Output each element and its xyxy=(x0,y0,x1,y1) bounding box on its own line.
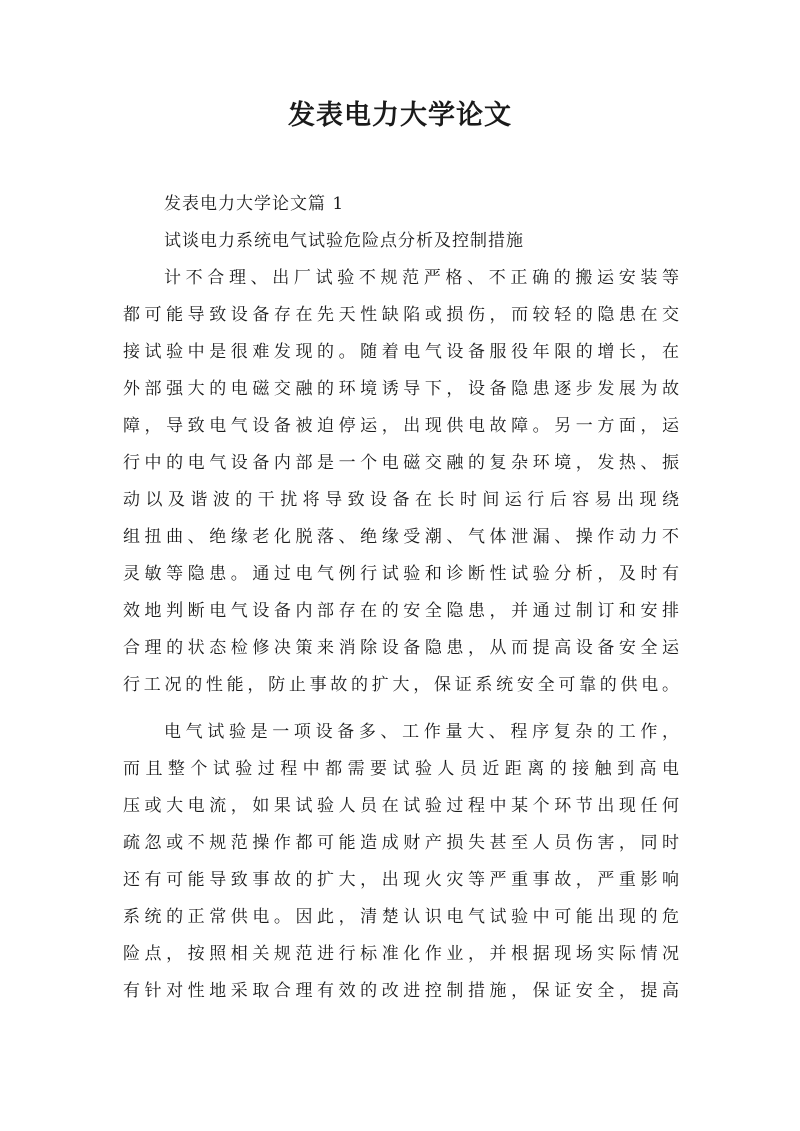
paragraph-line: 压或大电流，如果试验人员在试验过程中某个环节出现任何 xyxy=(123,796,679,816)
paragraph-line: 行中的电气设备内部是一个电磁交融的复杂环境，发热、振 xyxy=(123,453,679,473)
paragraph-line: 效地判断电气设备内部存在的安全隐患，并通过制订和安排 xyxy=(123,601,679,621)
paragraph-line: 而且整个试验过程中都需要试验人员近距离的接触到高电 xyxy=(123,759,679,779)
paragraph-line: 动以及谐波的干扰将导致设备在长时间运行后容易出现绕 xyxy=(123,490,679,510)
paragraph-line: 疏忽或不规范操作都可能造成财产损失甚至人员伤害，同时 xyxy=(123,833,679,853)
paragraph-line: 外部强大的电磁交融的环境诱导下，设备隐患逐步发展为故 xyxy=(123,379,679,399)
paragraph-line: 系统的正常供电。因此，清楚认识电气试验中可能出现的危 xyxy=(123,907,679,927)
paragraph-line: 灵敏等隐患。通过电气例行试验和诊断性试验分析，及时有 xyxy=(123,564,679,584)
paragraph-line: 接试验中是很难发现的。随着电气设备服役年限的增长，在 xyxy=(123,342,679,362)
section-heading: 发表电力大学论文篇 1 xyxy=(164,194,345,214)
paragraph-line: 计不合理、出厂试验不规范严格、不正确的搬运安装等 xyxy=(164,268,679,288)
paragraph-line: 行工况的性能，防止事故的扩大，保证系统安全可靠的供电。 xyxy=(123,675,679,695)
paragraph-line: 电气试验是一项设备多、工作量大、程序复杂的工作， xyxy=(164,722,679,742)
paragraph-line: 有针对性地采取合理有效的改进控制措施，保证安全，提高 xyxy=(123,981,679,1001)
article-title: 试谈电力系统电气试验危险点分析及控制措施 xyxy=(164,231,524,251)
paragraph-line: 组扭曲、绝缘老化脱落、绝缘受潮、气体泄漏、操作动力不 xyxy=(123,527,679,547)
paragraph-line: 都可能导致设备存在先天性缺陷或损伤，而较轻的隐患在交 xyxy=(123,305,679,325)
paragraph-line: 险点，按照相关规范进行标准化作业，并根据现场实际情况 xyxy=(123,944,679,964)
paragraph-line: 还有可能导致事故的扩大，出现火灾等严重事故，严重影响 xyxy=(123,870,679,890)
paragraph-line: 合理的状态检修决策来消除设备隐患，从而提高设备安全运 xyxy=(123,638,679,658)
paragraph-line: 障，导致电气设备被迫停运，出现供电故障。另一方面，运 xyxy=(123,416,679,436)
document-title: 发表电力大学论文 xyxy=(288,100,512,131)
